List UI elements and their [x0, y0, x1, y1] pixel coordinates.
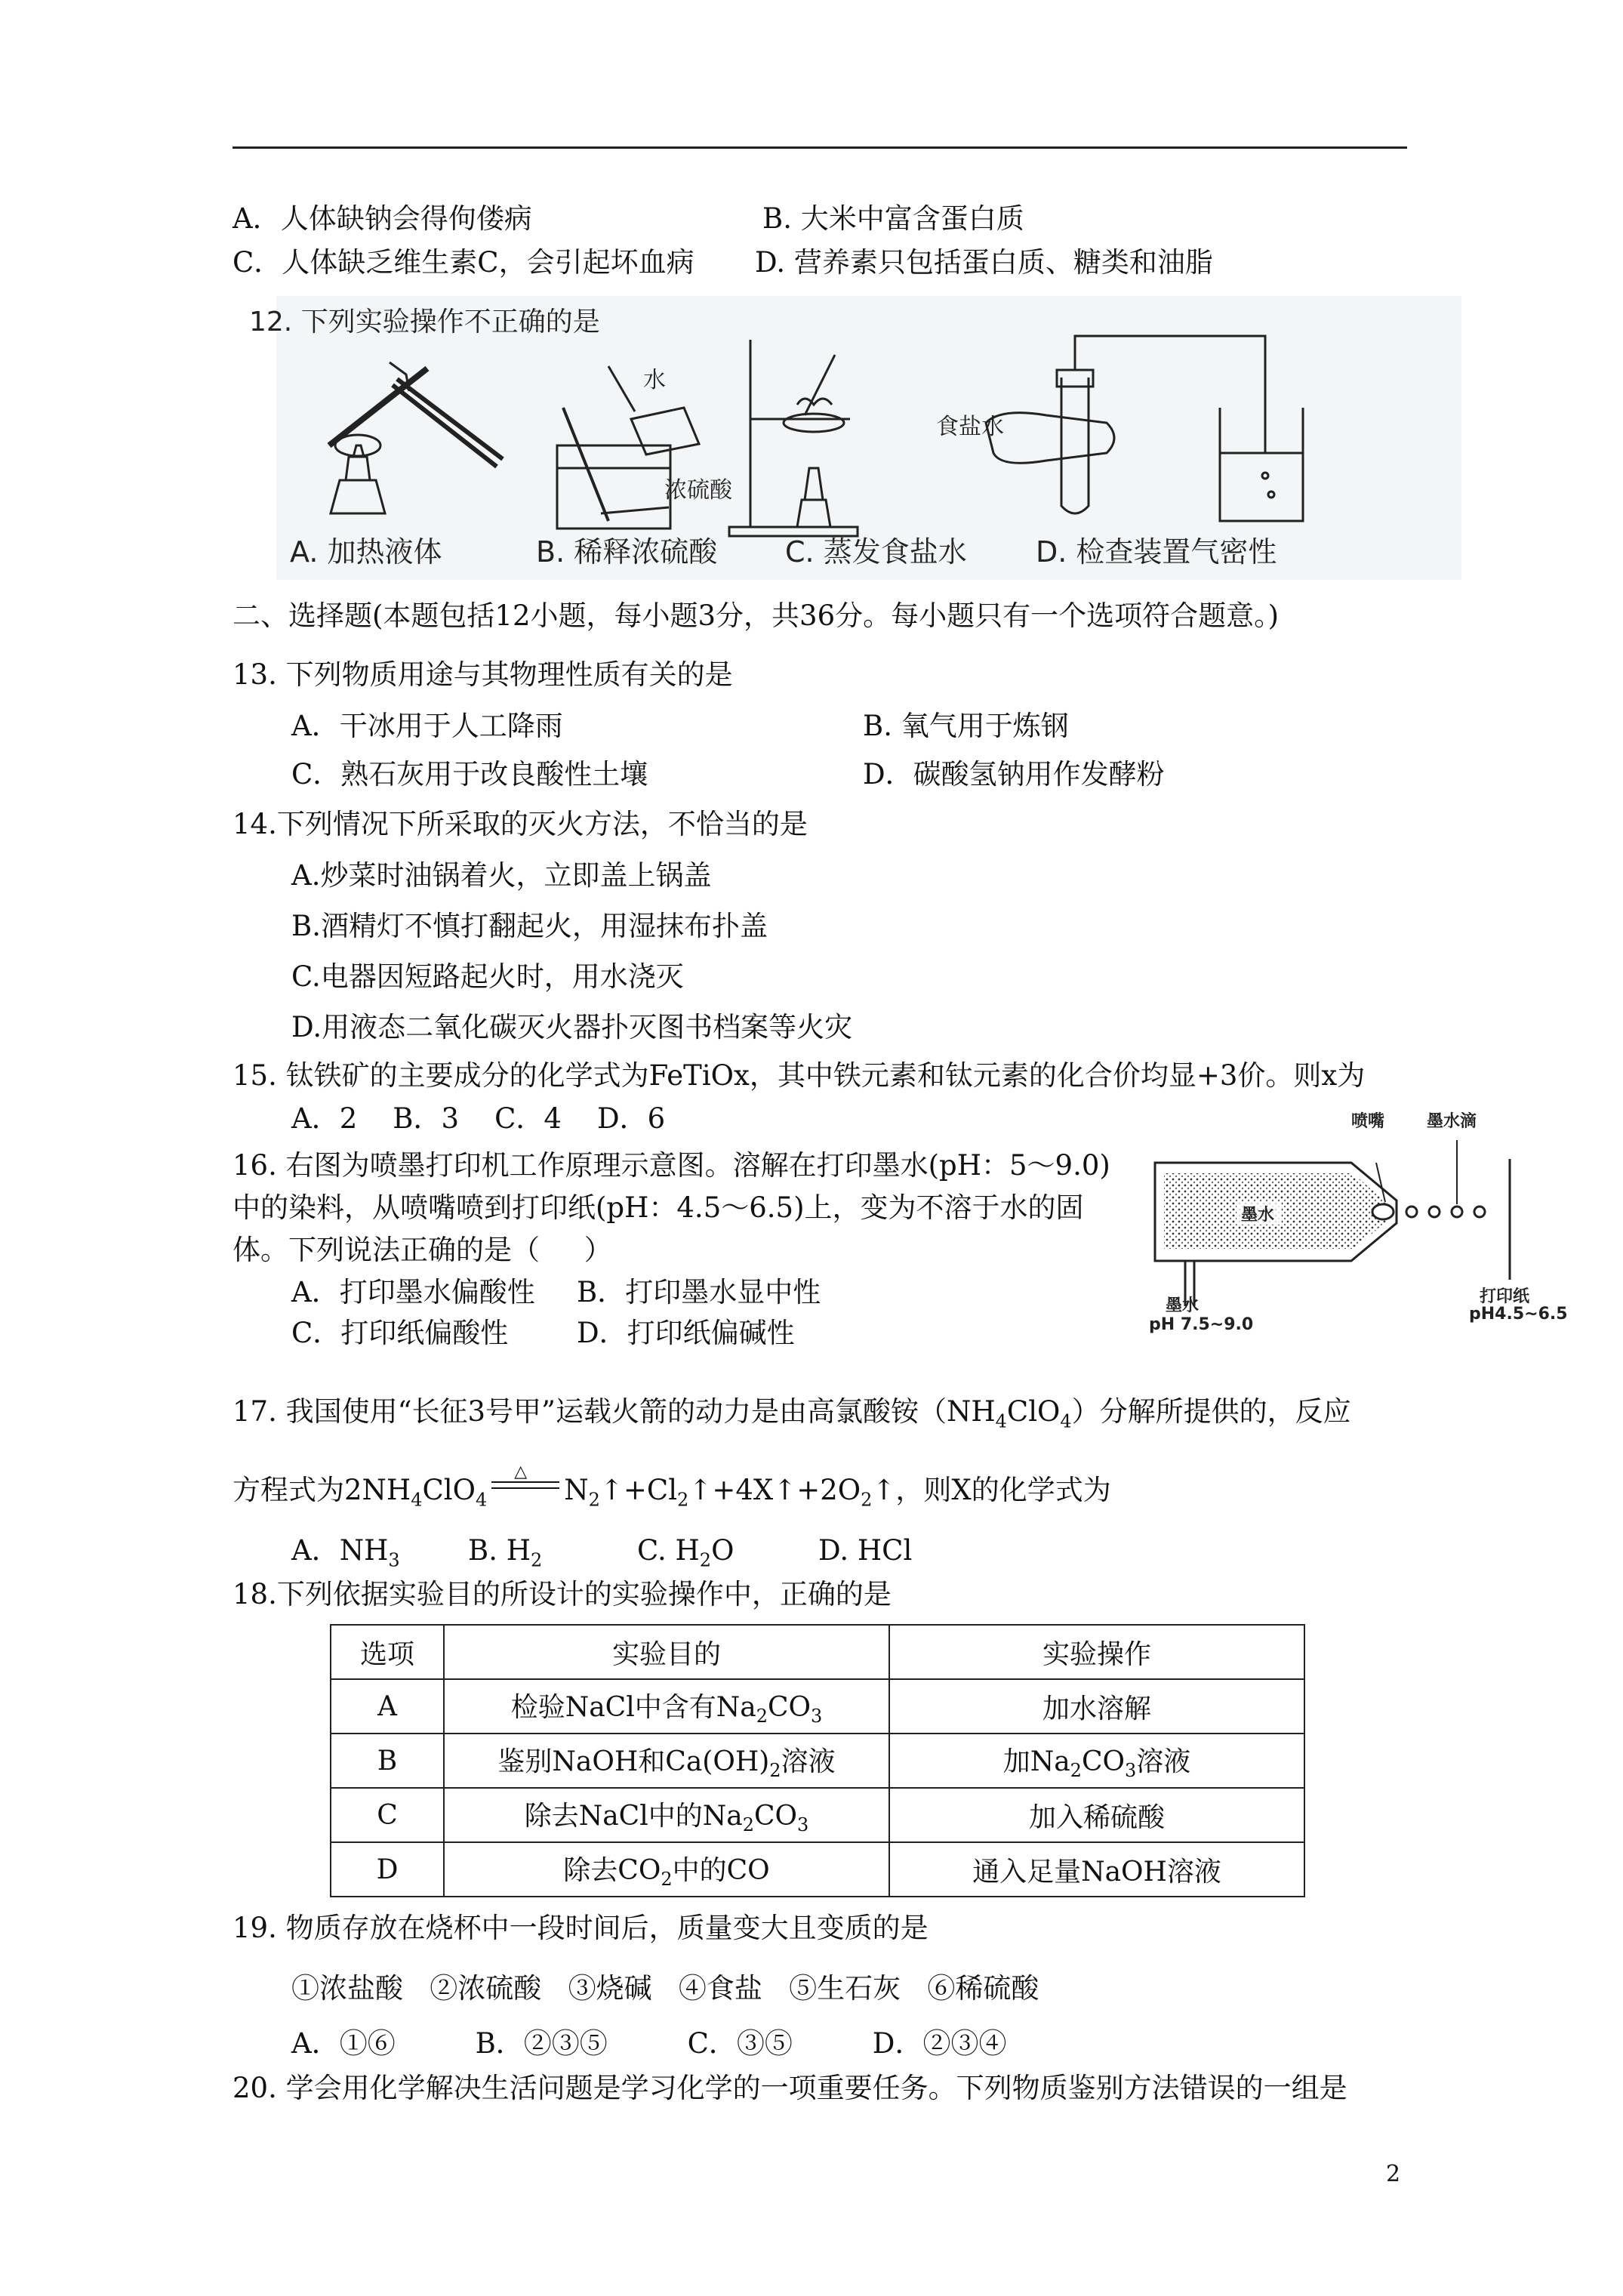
q11-option-a: A．人体缺钠会得佝偻病 [233, 202, 532, 235]
header-option: 选项 [331, 1625, 444, 1679]
q13-stem: 13. 下列物质用途与其物理性质有关的是 [233, 658, 733, 691]
label-salt-water: 食盐水 [936, 414, 1004, 440]
q13-option-c: C．熟石灰用于改良酸性土壤 [291, 758, 648, 791]
q16-line-3: 体。下列说法正确的是（ ） [233, 1234, 612, 1266]
q17-equation: 方程式为$2NH_4ClO_4$ △ $N_2↑+Cl_2↑+4X↑+2O_2↑$，则X的化学式为 [233, 1472, 1111, 1518]
q13-option-d: D．碳酸氢钠用作发酵粉 [863, 758, 1165, 791]
q16-line-1: 16. 右图为喷墨打印机工作原理示意图。溶解在打印墨水(pH：5～9.0) [233, 1149, 1110, 1182]
row-option: D [331, 1842, 444, 1897]
q20-stem: 20. 学会用化学解决生活问题是学习化学的一项重要任务。下列物质鉴别方法错误的一组是 [233, 2072, 1347, 2104]
q12-caption-d: D. 检查装置气密性 [1036, 535, 1277, 569]
q16-line-2: 中的染料，从喷嘴喷到打印纸(pH：4.5～6.5)上，变为不溶于水的固 [233, 1191, 1084, 1224]
q15-options: A．2 B．3 C．4 D．6 [291, 1102, 666, 1135]
row-operation: 加水溶解 [889, 1679, 1304, 1734]
q14-option-d: D.用液态二氧化碳灭火器扑灭图书档案等火灾 [291, 1011, 853, 1043]
q19-items: ①浓盐酸 ②浓硫酸 ③烧碱 ④食盐 ⑤生石灰 ⑥稀硫酸 [291, 1972, 1039, 2005]
q17-option-d: D. HCl [818, 1534, 913, 1567]
q19-stem: 19. 物质存放在烧杯中一段时间后，质量变大且变质的是 [233, 1912, 929, 1944]
q19-options: A．①⑥ B．②③⑤ C．③⑤ D．②③④ [291, 2027, 1007, 2060]
label-ink-drop: 墨水滴 [1427, 1112, 1477, 1131]
label-water: 水 [643, 367, 666, 393]
q12-caption-c: C. 蒸发食盐水 [785, 535, 967, 569]
table-row [331, 1842, 1304, 1897]
row-purpose: 鉴别NaOH和$Ca(OH)_2$溶液 [444, 1734, 889, 1788]
q12-caption-a: A. 加热液体 [290, 535, 442, 569]
row-purpose: 除去$CO_2$中的CO [444, 1842, 889, 1897]
label-ink-chamber: 墨水 [1241, 1206, 1275, 1225]
q11-option-d: D. 营养素只包括蛋白质、糖类和油脂 [755, 246, 1213, 279]
row-operation: 加$Na_2CO_3$溶液 [889, 1734, 1304, 1788]
q13-option-a: A．干冰用于人工降雨 [291, 710, 563, 742]
evaporation-apparatus [729, 340, 858, 536]
label-ink: 墨水 [1166, 1296, 1200, 1315]
row-option: B [331, 1734, 444, 1788]
q18-stem: 18.下列依据实验目的所设计的实验操作中，正确的是 [233, 1578, 892, 1610]
delta-symbol: △ [514, 1462, 528, 1481]
q15-stem: 15. 钛铁矿的主要成分的化学式为FeTiOx，其中铁元素和钛元素的化合价均显+3价。则x为 [233, 1059, 1366, 1092]
q14-stem: 14.下列情况下所采取的灭火方法，不恰当的是 [233, 808, 808, 840]
table-row [331, 1734, 1304, 1788]
heating-liquid-apparatus [329, 362, 503, 513]
header-rule [233, 146, 1407, 149]
header-operation: 实验操作 [889, 1625, 1304, 1679]
airtightness-apparatus [986, 336, 1303, 521]
label-concentrated-acid: 浓硫酸 [664, 477, 732, 504]
q17-option-b: B. $H_2$ [468, 1534, 543, 1571]
row-option: A [331, 1679, 444, 1734]
q14-option-a: A.炒菜时油锅着火，立即盖上锅盖 [291, 859, 712, 892]
q13-option-b: B. 氧气用于炼钢 [863, 710, 1069, 742]
q18-table [330, 1624, 1305, 1897]
section-heading: 二、选择题(本题包括12小题，每小题3分，共36分。每小题只有一个选项符合题意。) [233, 599, 1280, 632]
q16-option-c: C．打印纸偏酸性 [291, 1317, 509, 1349]
header-purpose: 实验目的 [444, 1625, 889, 1679]
q11-option-c: C．人体缺乏维生素C，会引起坏血病 [233, 246, 694, 279]
row-operation: 加入稀硫酸 [889, 1788, 1304, 1842]
q14-option-c: C.电器因短路起火时，用水浇灭 [291, 960, 684, 993]
q16-option-b: B．打印墨水显中性 [577, 1276, 821, 1308]
table-row [331, 1788, 1304, 1842]
label-paper-ph: pH4.5~6.5 [1469, 1305, 1568, 1324]
q12-caption-b: B. 稀释浓硫酸 [536, 535, 718, 569]
row-option: C [331, 1788, 444, 1842]
table-row [331, 1679, 1304, 1734]
row-purpose: 检验NaCl中含有$Na_2CO_3$ [444, 1679, 889, 1734]
label-ink-ph: pH 7.5~9.0 [1149, 1315, 1254, 1334]
q12-title: 12. 下列实验操作不正确的是 [249, 307, 600, 337]
label-nozzle: 喷嘴 [1351, 1112, 1385, 1131]
q17-option-a: A．$NH_3$ [291, 1534, 400, 1571]
q12-apparatus-drawing [276, 332, 1461, 551]
q17-option-c: C. $H_2O$ [637, 1534, 735, 1571]
row-purpose: 除去NaCl中的$Na_2CO_3$ [444, 1788, 889, 1842]
q14-option-b: B.酒精灯不慎打翻起火，用湿抹布扑盖 [291, 910, 768, 942]
q11-option-b: B. 大米中富含蛋白质 [762, 202, 1024, 235]
page-number: 2 [1386, 2161, 1401, 2187]
table-header-row [331, 1625, 1304, 1679]
q16-option-d: D．打印纸偏碱性 [577, 1317, 795, 1349]
row-operation: 通入足量NaOH溶液 [889, 1842, 1304, 1897]
q16-option-a: A．打印墨水偏酸性 [291, 1276, 535, 1308]
equation-arrow [491, 1462, 559, 1499]
label-paper: 打印纸 [1480, 1287, 1530, 1306]
q17-line-1: 17. 我国使用“长征3号甲”运载火箭的动力是由高氯酸铵$(NH_4ClO_4)$分解所提供的，反应 [233, 1395, 1351, 1432]
